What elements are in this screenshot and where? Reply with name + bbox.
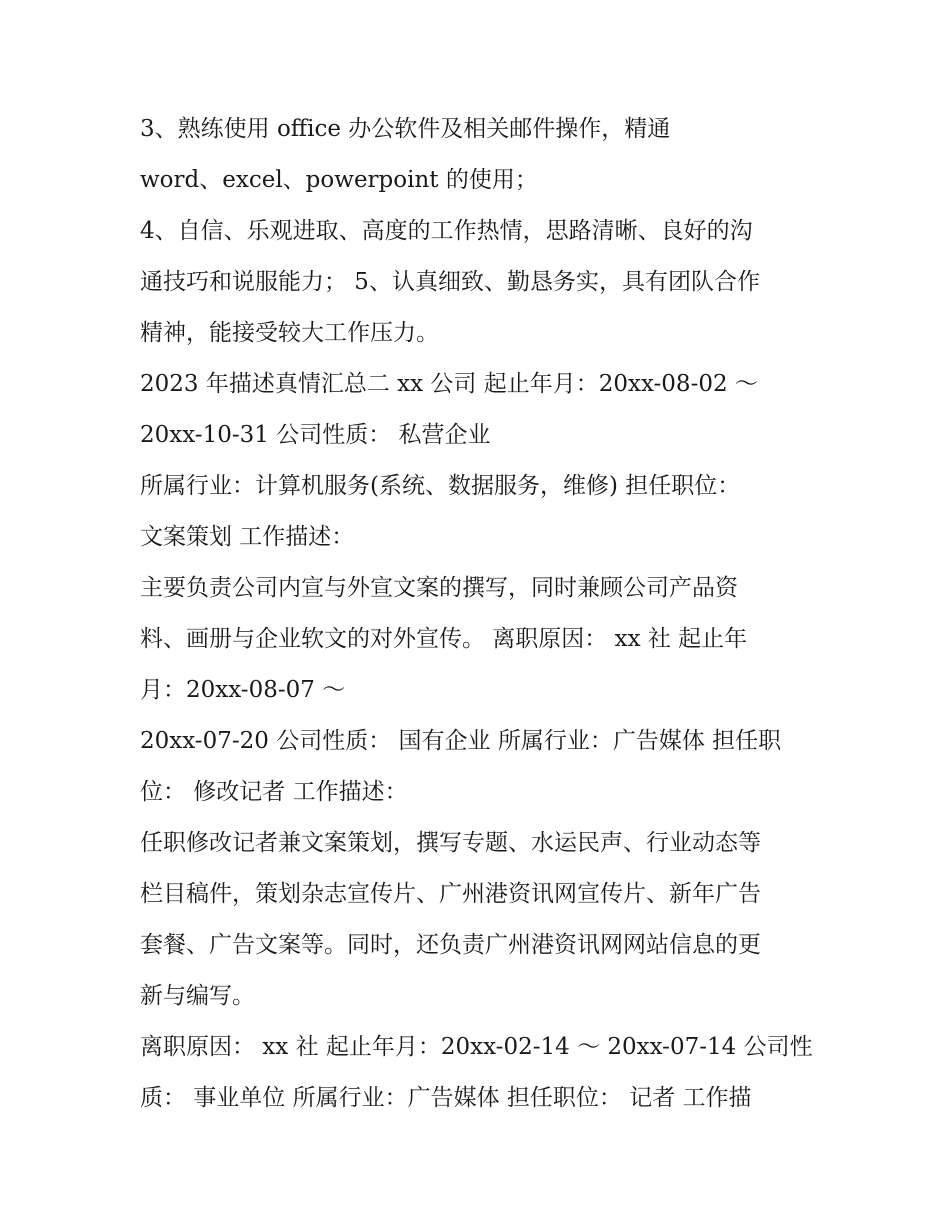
- text-line: 料、画册与企业软文的对外宣传。 离职原因： xx 社 起止年: [140, 626, 748, 652]
- text-line: 位： 修改记者 工作描述：: [140, 779, 408, 805]
- text-line: 2023 年描述真情汇总二 xx 公司 起止年月：20xx-08-02 ～: [140, 371, 758, 397]
- text-line: word、excel、powerpoint 的使用；: [140, 167, 538, 193]
- text-line: 精神，能接受较大工作压力。: [140, 320, 439, 346]
- text-line: 通技巧和说服能力； 5、认真细致、勤恳务实，具有团队合作: [140, 269, 760, 295]
- text-line: 20xx-07-20 公司性质： 国有企业 所属行业：广告媒体 担任职: [140, 728, 782, 754]
- text-line: 月：20xx-08-07 ～: [140, 677, 346, 703]
- text-line: 任职修改记者兼文案策划，撰写专题、水运民声、行业动态等: [140, 830, 761, 856]
- text-line: 套餐、广告文案等。同时，还负责广州港资讯网网站信息的更: [140, 932, 761, 958]
- text-line: 栏目稿件，策划杂志宣传片、广州港资讯网宣传片、新年广告: [140, 881, 761, 907]
- text-line: 20xx-10-31 公司性质： 私营企业: [140, 422, 491, 448]
- document-text-body: [140, 104, 820, 1124]
- text-line: 主要负责公司内宣与外宣文案的撰写，同时兼顾公司产品资: [140, 575, 738, 601]
- text-line: 离职原因： xx 社 起止年月：20xx-02-14 ～ 20xx-07-14 公司性: [140, 1034, 813, 1060]
- text-line: 新与编写。: [140, 983, 255, 1009]
- text-line: 4、自信、乐观进取、高度的工作热情，思路清晰、良好的沟: [140, 218, 753, 244]
- text-line: 质： 事业单位 所属行业：广告媒体 担任职位： 记者 工作描: [140, 1085, 752, 1111]
- text-line: 3、熟练使用 office 办公软件及相关邮件操作，精通: [140, 116, 671, 142]
- text-line: 所属行业：计算机服务(系统、数据服务，维修) 担任职位：: [140, 473, 741, 499]
- text-line: 文案策划 工作描述：: [140, 524, 355, 550]
